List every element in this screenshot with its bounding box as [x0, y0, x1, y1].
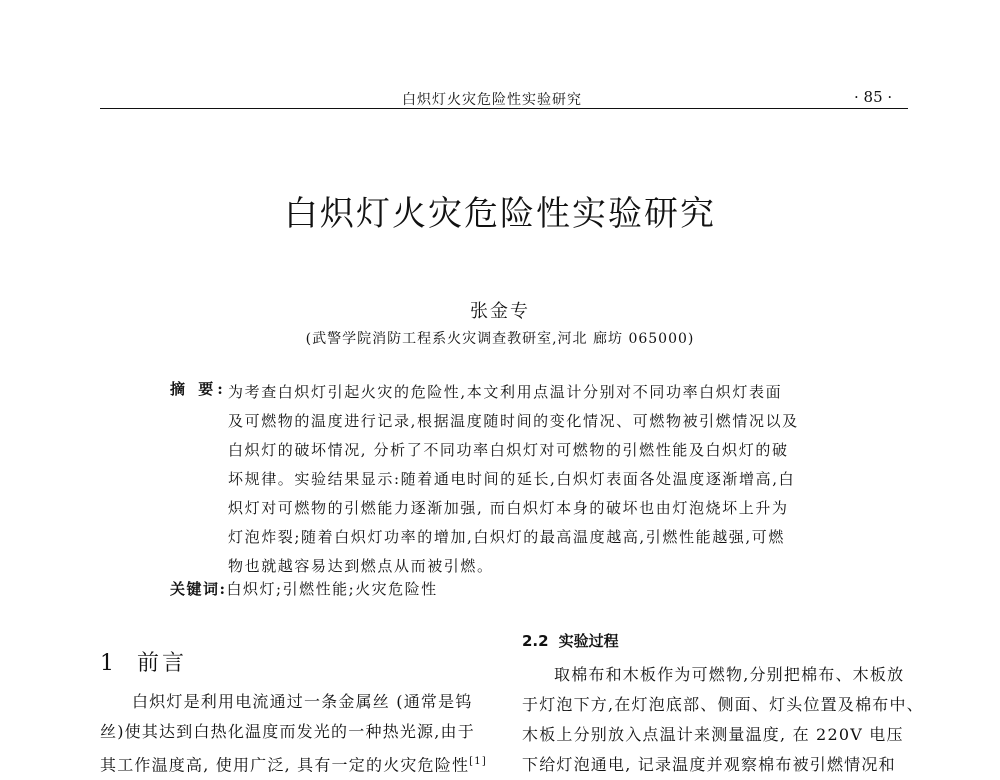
body-line: [100, 747, 485, 777]
abstract-line: 灯泡炸裂;随着白炽灯功率的增加,白炽灯的最高温度越高,引燃性能越强,可燃: [228, 528, 785, 546]
abstract-line: 及可燃物的温度进行记录,根据温度随时间的变化情况、可燃物被引燃情况以及: [228, 412, 799, 430]
body-line: 木板上分别放入点温计来测量温度, 在 220V 电压: [522, 725, 904, 744]
abstract-label: 摘 要:: [170, 380, 227, 398]
paper-title: 白炽灯火灾危险性实验研究: [284, 194, 716, 234]
abstract-line: 白炽灯的破坏情况, 分析了不同功率白炽灯对可燃物的引燃性能及白炽灯的破: [228, 441, 789, 459]
section-title: 前言: [137, 651, 188, 676]
keywords-label: 关键词:: [170, 580, 227, 598]
subsection-number: 2.2: [522, 632, 549, 650]
subsection-title: 实验过程: [558, 632, 619, 650]
citation-marker: [1]: [469, 756, 487, 767]
abstract-line: 物也就越容易达到燃点从而被引燃。: [228, 557, 494, 575]
abstract-line: 坏规律。实验结果显示:随着通电时间的延长,白炽灯表面各处温度逐渐增高,白: [228, 470, 796, 488]
abstract-line: 为考查白炽灯引起火灾的危险性,本文利用点温计分别对不同功率白炽灯表面: [228, 383, 783, 401]
keywords-block: [170, 578, 438, 599]
procedure-text: [522, 660, 924, 780]
header-divider: [100, 108, 908, 109]
body-line-text: 其工作温度高, 使用广泛, 具有一定的火灾危险性: [100, 755, 470, 775]
author-affiliation: (武警学院消防工程系火灾调查教研室,河北 廊坊 065000): [305, 331, 695, 347]
body-line: 取棉布和木板作为可燃物,分别把棉布、木板放: [554, 665, 905, 684]
keywords-text: 白炽灯;引燃性能;火灾危险性: [226, 580, 438, 598]
section-number: 1: [100, 651, 117, 676]
abstract-line: 炽灯对可燃物的引燃能力逐渐加强, 而白炽灯本身的破坏也由灯泡烧坏上升为: [228, 499, 789, 517]
introduction-text: [100, 687, 485, 777]
author-name: 张金专: [470, 301, 530, 322]
abstract-text: [228, 378, 838, 581]
body-line: 于灯泡下方,在灯泡底部、侧面、灯头位置及棉布中、: [522, 695, 924, 714]
page-number: · 85 ·: [854, 88, 893, 106]
body-line: 丝)使其达到白热化温度而发光的一种热光源,由于: [100, 722, 475, 741]
section-heading-introduction: [100, 646, 187, 677]
running-title: 白炽灯火灾危险性实验研究: [402, 92, 582, 108]
subsection-heading-procedure: [522, 630, 619, 651]
body-line: 白炽灯是利用电流通过一条金属丝 (通常是钨: [132, 692, 473, 711]
body-line: 下给灯泡通电, 记录温度并观察棉布被引燃情况和: [522, 755, 896, 774]
